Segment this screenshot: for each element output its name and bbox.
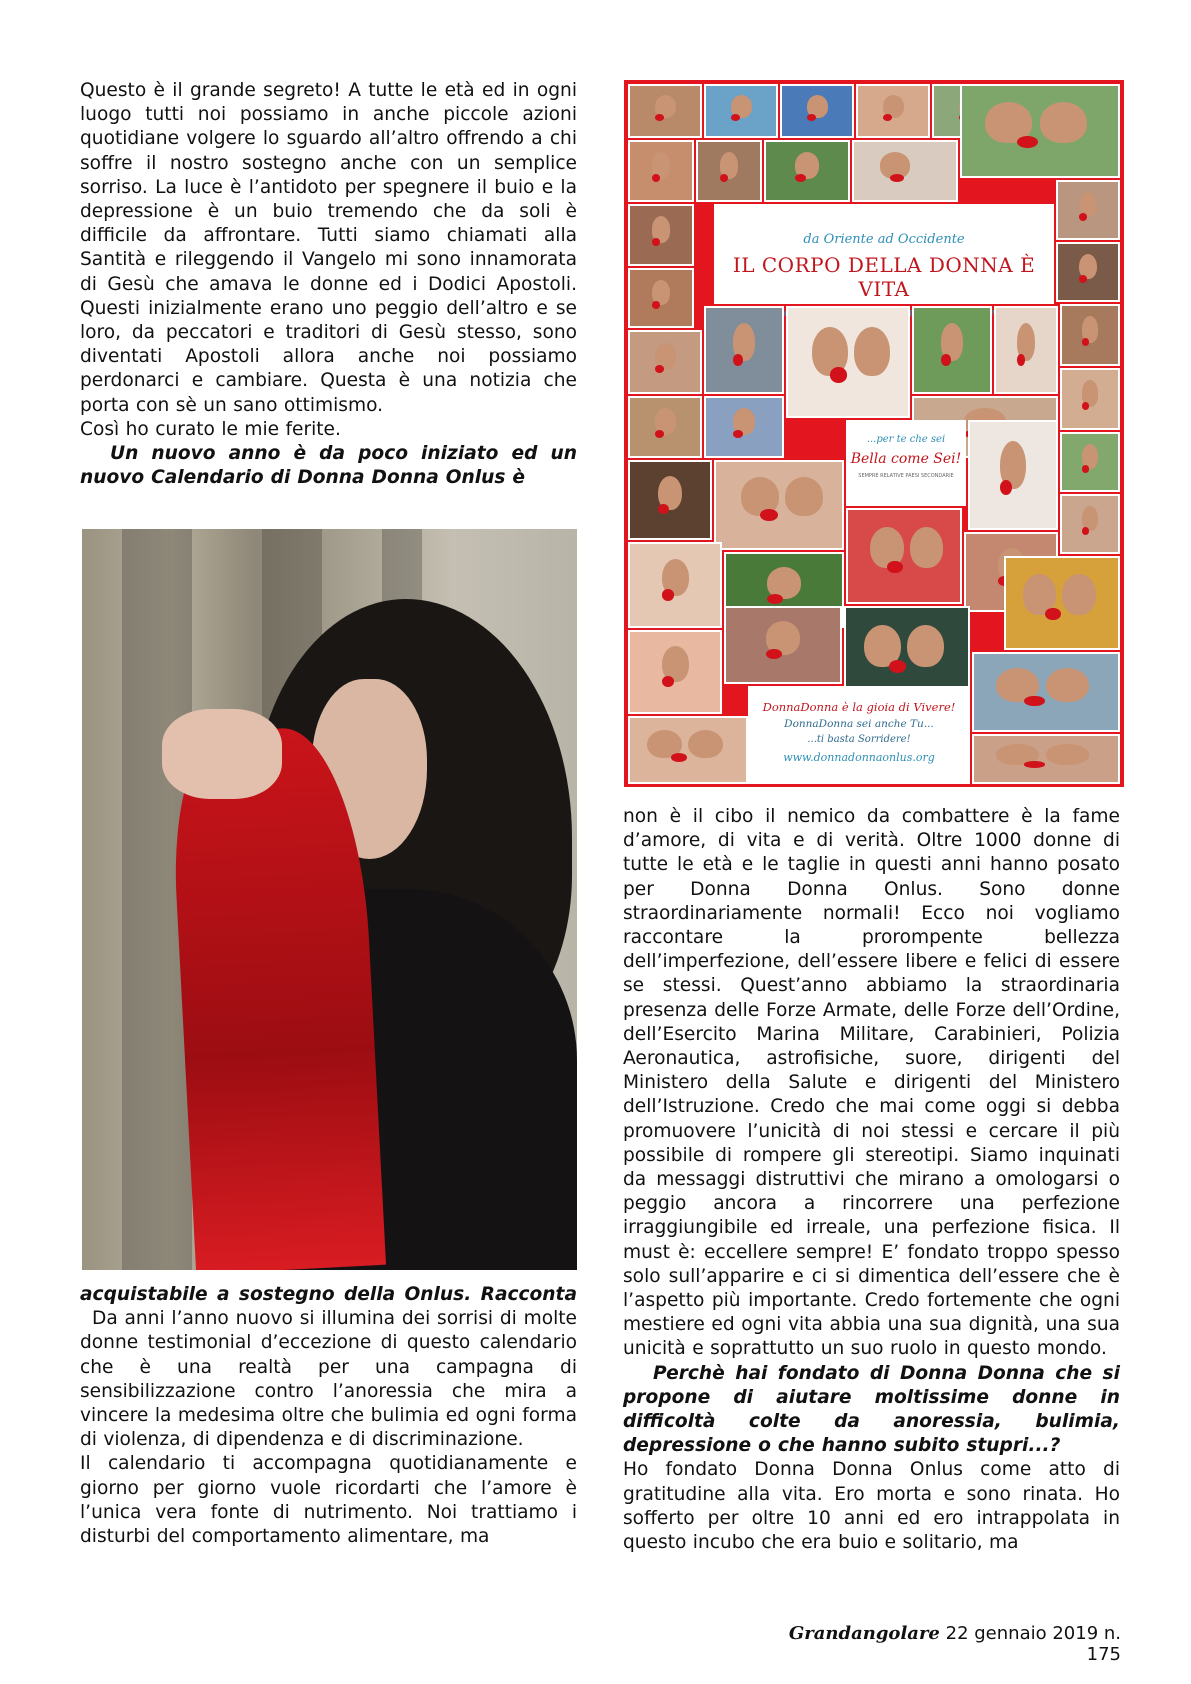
column-left-top bbox=[80, 79, 577, 490]
calendar-title-panel bbox=[714, 204, 1054, 304]
issue-info: 22 gennaio 2019 n. 175 bbox=[945, 1623, 1121, 1665]
bella-fineprint: SEMPRE RELATIVE PAESI SECONDARIE bbox=[858, 473, 954, 479]
column-right bbox=[623, 805, 1120, 1555]
paragraph: Ho fondato Donna Donna Onlus come atto di gratitudine alla vita. Ero morta e sono rinata. Ho sofferto per oltre 10 anni ed ero intrappolata in questo incubo che era buio e solitario, ma bbox=[623, 1459, 1120, 1554]
paragraph: Questo è il grande segreto! A tutte le età ed in ogni luogo tutti noi possiamo in anche piccole azioni quotidiane volgere lo sguardo all’altro offrendo a chi soffre il nostro sostegno anche con un semplice sorriso. La luce è l’antidoto per spegnere il buio e la depressione è un buio tremendo che da soli è difficile da affrontare. Tutti siamo chiamati alla Santità e rileggendo il Vangelo mi sono innamorata di Gesù che amava le donne ed i Dodici Apostoli. Questi inizialmente erano uno peggio dell’altro e se loro, da peccatori e traditori di Gesù stesso, sono diventati Apostoli allora anche noi possiamo perdonarci e cambiare. Questa è una notizia che porta con sè un sano ottimismo. bbox=[80, 80, 577, 416]
page-footer bbox=[753, 1623, 1121, 1665]
paragraph: Da anni l’anno nuovo si illumina dei sorrisi di molte donne testimonial d’eccezione di questo calendario che è una realtà per una campagna di sensibilizzazione contro l’anoressia che mira a vincere la medesima oltre che bulimia ed ogni forma di violenza, di dipendenza e di discriminazione. bbox=[80, 1308, 577, 1451]
bella-slogan: Bella come Sei! bbox=[850, 451, 962, 467]
gioia-line: ...ti basta Sorridere! bbox=[807, 734, 911, 745]
paragraph: Così ho curato le mie ferite. bbox=[80, 418, 341, 440]
calendar-website: www.donnadonnaonlus.org bbox=[783, 751, 935, 764]
column-left-bottom bbox=[80, 1283, 577, 1549]
paragraph: Il calendario ti accompagna quotidianamente e giorno per giorno vuole ricordarti che l’amore è l’unica vera fonte di nutrimento. Noi trattiamo i disturbi del comportamento alimentare, ma bbox=[80, 1453, 577, 1548]
calendar-poster bbox=[624, 80, 1124, 787]
interview-question-continued: acquistabile a sostegno della Onlus. Racconta bbox=[80, 1284, 577, 1305]
interview-question: Un nuovo anno è da poco iniziato ed un nuovo Calendario di Donna Donna Onlus è bbox=[80, 443, 577, 489]
magazine-name: Grandangolare bbox=[788, 1623, 940, 1644]
interview-question: Perchè hai fondato di Donna Donna che si propone di aiutare moltissime donne in difficoltà colte da anoressia, bulimia, depressione o che hanno subito stupri...? bbox=[623, 1362, 1120, 1457]
gioia-line: DonnaDonna sei anche Tu... bbox=[784, 718, 934, 730]
calendar-subtitle: da Oriente ad Occidente bbox=[803, 232, 965, 247]
gioia-di-vivere-panel bbox=[748, 686, 970, 784]
calendar-title: IL CORPO DELLA DONNA È VITA bbox=[732, 253, 1036, 301]
bella-intro: ...per te che sei bbox=[866, 434, 946, 445]
bella-come-sei-panel bbox=[846, 420, 966, 506]
gioia-line: DonnaDonna è la gioia di Vivere! bbox=[762, 700, 956, 714]
woman-red-scarf-photo bbox=[82, 529, 577, 1270]
paragraph: non è il cibo il nemico da combattere è la fame d’amore, di vita e di verità. Oltre 1000 donne di tutte le età e le taglie in questi anni hanno posato per Donna Donna Onlus. Sono donne straordinariamente normali! Ecco noi vogliamo raccontare la prorompente bellezza dell’imperfezione, dell’essere libere e felici di essere se stessi. Quest’anno abbiamo la straordinaria presenza delle Forze Armate, delle Forze dell’Ordine, dell’Esercito Marina Militare, Carabinieri, Polizia Aeronautica, astrofisiche, suore, dirigenti del Ministero della Salute e dirigenti del Ministero dell’Istruzione. Credo che mai come oggi si debba promuovere l’unicità di noi stessi e cercare il più possibile di rompere gli stereotipi. Siamo inquinati da messaggi distruttivi che mirano a omologarsi o peggio ancora a rincorrere una perfezione irraggiungibile ed irreale, una perfezione fisica. Il must è: eccellere sempre! E’ fondato troppo spesso solo sull’apparire e ci si dimentica dell’essere che è l’aspetto più importante. Credo fortemente che ogni mestiere ed ogni vita abbia una sua dignità, una sua unicità e soprattutto un suo ruolo in questo mondo. bbox=[623, 806, 1120, 1360]
